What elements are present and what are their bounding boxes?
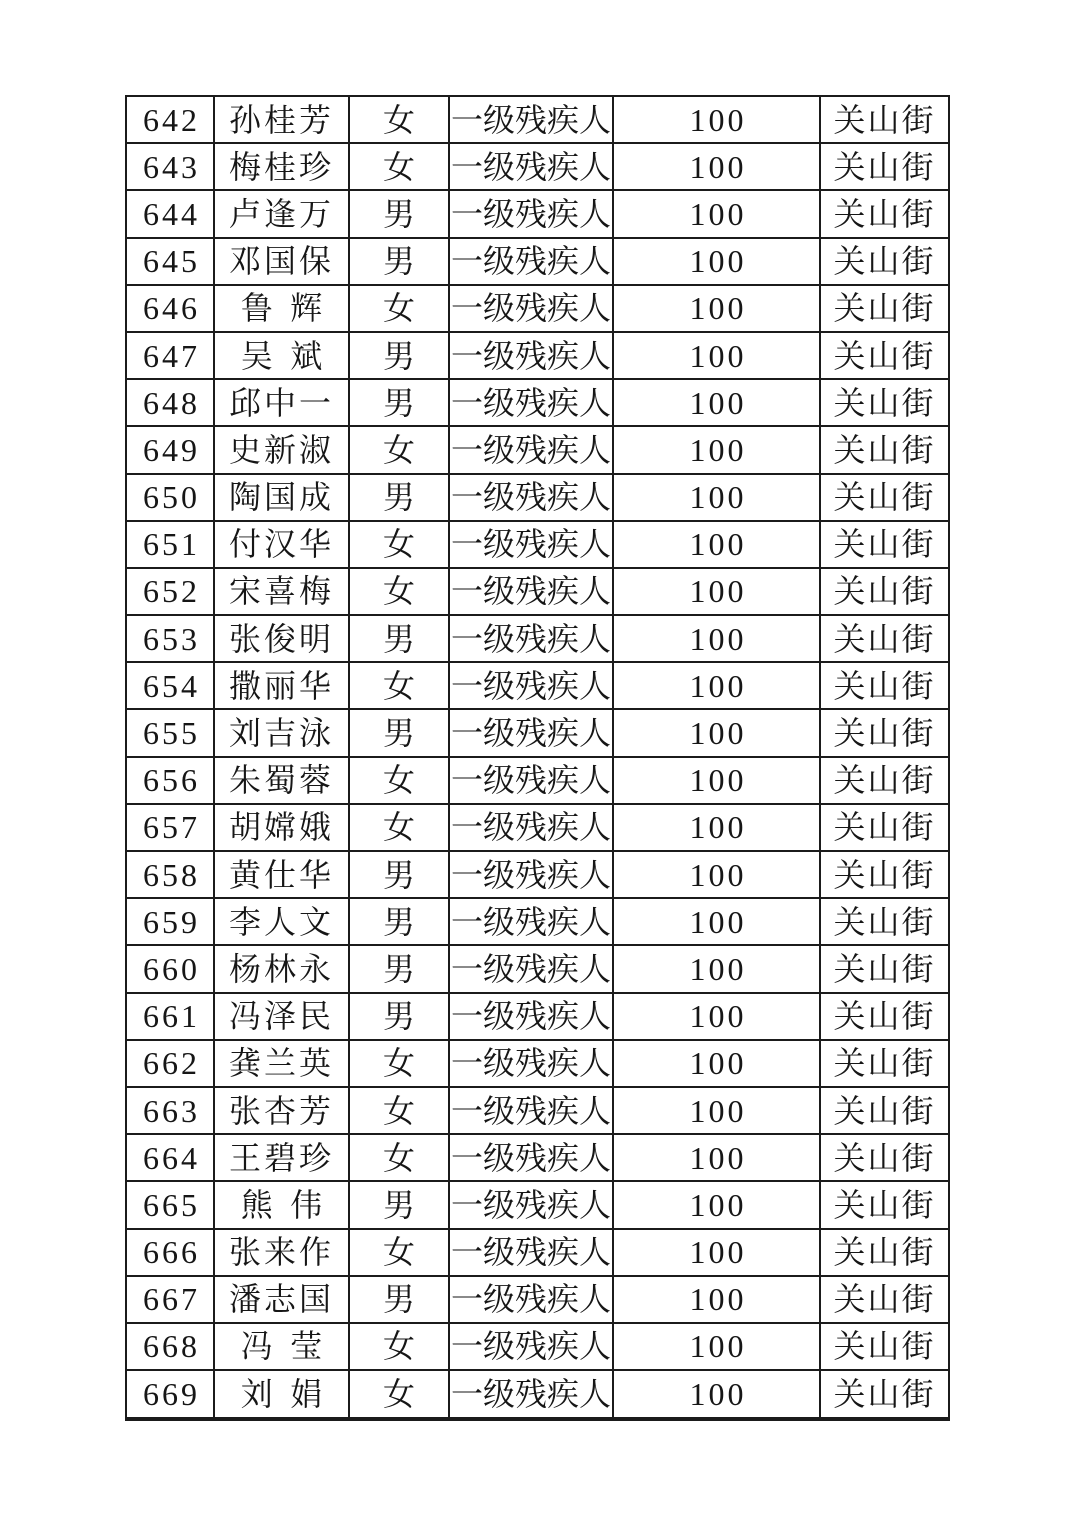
cell-category: 一级残疾人 <box>449 1276 613 1323</box>
cell-name: 陶国成 <box>214 474 349 521</box>
cell-amount: 100 <box>613 1087 820 1134</box>
cell-gender: 女 <box>349 1087 449 1134</box>
cell-amount: 100 <box>613 190 820 237</box>
cell-serial-number: 657 <box>126 804 214 851</box>
cell-serial-number: 660 <box>126 945 214 992</box>
cell-gender: 男 <box>349 1276 449 1323</box>
cell-gender: 女 <box>349 96 449 143</box>
cell-gender: 男 <box>349 238 449 285</box>
cell-street: 关山街 <box>820 521 949 568</box>
cell-category: 一级残疾人 <box>449 332 613 379</box>
cell-serial-number: 669 <box>126 1370 214 1419</box>
cell-gender: 男 <box>349 945 449 992</box>
cell-serial-number: 662 <box>126 1040 214 1087</box>
cell-street: 关山街 <box>820 332 949 379</box>
cell-gender: 女 <box>349 1323 449 1370</box>
cell-category: 一级残疾人 <box>449 379 613 426</box>
table-row <box>126 615 949 662</box>
table-row <box>126 945 949 992</box>
cell-street: 关山街 <box>820 709 949 756</box>
cell-category: 一级残疾人 <box>449 143 613 190</box>
cell-street: 关山街 <box>820 804 949 851</box>
cell-name: 刘吉泳 <box>214 709 349 756</box>
cell-street: 关山街 <box>820 993 949 1040</box>
cell-serial-number: 649 <box>126 426 214 473</box>
table-body <box>126 96 949 1419</box>
cell-serial-number: 659 <box>126 898 214 945</box>
cell-name: 杨林永 <box>214 945 349 992</box>
cell-amount: 100 <box>613 96 820 143</box>
cell-category: 一级残疾人 <box>449 898 613 945</box>
cell-name: 邓国保 <box>214 238 349 285</box>
cell-category: 一级残疾人 <box>449 1087 613 1134</box>
cell-amount: 100 <box>613 332 820 379</box>
cell-name: 卢逢万 <box>214 190 349 237</box>
cell-amount: 100 <box>613 285 820 332</box>
cell-gender: 男 <box>349 851 449 898</box>
cell-gender: 女 <box>349 1040 449 1087</box>
table-row <box>126 851 949 898</box>
cell-serial-number: 665 <box>126 1181 214 1228</box>
cell-gender: 女 <box>349 143 449 190</box>
cell-amount: 100 <box>613 1370 820 1419</box>
cell-gender: 男 <box>349 190 449 237</box>
cell-street: 关山街 <box>820 426 949 473</box>
cell-street: 关山街 <box>820 1229 949 1276</box>
table-row <box>126 1134 949 1181</box>
cell-serial-number: 661 <box>126 993 214 1040</box>
cell-category: 一级残疾人 <box>449 615 613 662</box>
cell-name: 吴斌 <box>214 332 349 379</box>
cell-category: 一级残疾人 <box>449 993 613 1040</box>
cell-street: 关山街 <box>820 1276 949 1323</box>
cell-amount: 100 <box>613 757 820 804</box>
cell-amount: 100 <box>613 1134 820 1181</box>
table-row <box>126 521 949 568</box>
cell-name: 宋喜梅 <box>214 568 349 615</box>
cell-gender: 男 <box>349 898 449 945</box>
table-row <box>126 143 949 190</box>
cell-amount: 100 <box>613 1229 820 1276</box>
cell-name: 张来作 <box>214 1229 349 1276</box>
cell-gender: 男 <box>349 709 449 756</box>
cell-category: 一级残疾人 <box>449 1181 613 1228</box>
cell-category: 一级残疾人 <box>449 804 613 851</box>
cell-street: 关山街 <box>820 190 949 237</box>
cell-gender: 女 <box>349 1229 449 1276</box>
cell-category: 一级残疾人 <box>449 1134 613 1181</box>
cell-gender: 女 <box>349 1370 449 1419</box>
cell-serial-number: 663 <box>126 1087 214 1134</box>
cell-gender: 女 <box>349 1134 449 1181</box>
cell-street: 关山街 <box>820 615 949 662</box>
cell-street: 关山街 <box>820 851 949 898</box>
cell-name: 潘志国 <box>214 1276 349 1323</box>
cell-name: 黄仕华 <box>214 851 349 898</box>
cell-name: 张俊明 <box>214 615 349 662</box>
cell-name: 梅桂珍 <box>214 143 349 190</box>
cell-amount: 100 <box>613 1040 820 1087</box>
table-row <box>126 1087 949 1134</box>
beneficiary-table <box>125 95 950 1421</box>
cell-category: 一级残疾人 <box>449 709 613 756</box>
cell-name: 孙桂芳 <box>214 96 349 143</box>
cell-name: 李人文 <box>214 898 349 945</box>
cell-street: 关山街 <box>820 474 949 521</box>
cell-category: 一级残疾人 <box>449 474 613 521</box>
cell-serial-number: 648 <box>126 379 214 426</box>
cell-street: 关山街 <box>820 1370 949 1419</box>
cell-serial-number: 646 <box>126 285 214 332</box>
cell-street: 关山街 <box>820 1323 949 1370</box>
cell-amount: 100 <box>613 709 820 756</box>
table-row <box>126 238 949 285</box>
cell-gender: 男 <box>349 332 449 379</box>
cell-name: 冯莹 <box>214 1323 349 1370</box>
cell-serial-number: 658 <box>126 851 214 898</box>
cell-category: 一级残疾人 <box>449 521 613 568</box>
cell-gender: 女 <box>349 426 449 473</box>
cell-amount: 100 <box>613 662 820 709</box>
table-row <box>126 568 949 615</box>
cell-amount: 100 <box>613 898 820 945</box>
cell-gender: 女 <box>349 662 449 709</box>
cell-category: 一级残疾人 <box>449 945 613 992</box>
cell-serial-number: 655 <box>126 709 214 756</box>
cell-amount: 100 <box>613 238 820 285</box>
cell-amount: 100 <box>613 568 820 615</box>
cell-name: 付汉华 <box>214 521 349 568</box>
cell-name: 张杏芳 <box>214 1087 349 1134</box>
cell-street: 关山街 <box>820 143 949 190</box>
cell-gender: 男 <box>349 1181 449 1228</box>
cell-serial-number: 642 <box>126 96 214 143</box>
cell-street: 关山街 <box>820 568 949 615</box>
cell-serial-number: 668 <box>126 1323 214 1370</box>
table-row <box>126 1370 949 1419</box>
table-row <box>126 474 949 521</box>
cell-amount: 100 <box>613 993 820 1040</box>
cell-serial-number: 652 <box>126 568 214 615</box>
cell-street: 关山街 <box>820 1181 949 1228</box>
cell-gender: 女 <box>349 521 449 568</box>
cell-street: 关山街 <box>820 757 949 804</box>
table-row <box>126 1040 949 1087</box>
cell-amount: 100 <box>613 1323 820 1370</box>
cell-name: 邱中一 <box>214 379 349 426</box>
cell-amount: 100 <box>613 474 820 521</box>
table-row <box>126 709 949 756</box>
table-row <box>126 332 949 379</box>
cell-gender: 男 <box>349 615 449 662</box>
table-row <box>126 426 949 473</box>
cell-gender: 女 <box>349 285 449 332</box>
table-row <box>126 379 949 426</box>
cell-amount: 100 <box>613 1181 820 1228</box>
cell-serial-number: 644 <box>126 190 214 237</box>
cell-name: 胡嫦娥 <box>214 804 349 851</box>
cell-gender: 女 <box>349 757 449 804</box>
cell-category: 一级残疾人 <box>449 1229 613 1276</box>
cell-name: 王碧珍 <box>214 1134 349 1181</box>
cell-category: 一级残疾人 <box>449 662 613 709</box>
cell-amount: 100 <box>613 615 820 662</box>
cell-street: 关山街 <box>820 945 949 992</box>
table-row <box>126 1276 949 1323</box>
cell-category: 一级残疾人 <box>449 285 613 332</box>
cell-serial-number: 650 <box>126 474 214 521</box>
cell-street: 关山街 <box>820 96 949 143</box>
cell-serial-number: 667 <box>126 1276 214 1323</box>
cell-street: 关山街 <box>820 1040 949 1087</box>
cell-gender: 男 <box>349 379 449 426</box>
cell-amount: 100 <box>613 379 820 426</box>
cell-name: 冯泽民 <box>214 993 349 1040</box>
cell-serial-number: 666 <box>126 1229 214 1276</box>
cell-street: 关山街 <box>820 238 949 285</box>
cell-amount: 100 <box>613 851 820 898</box>
cell-name: 朱蜀蓉 <box>214 757 349 804</box>
cell-name: 鲁辉 <box>214 285 349 332</box>
cell-street: 关山街 <box>820 379 949 426</box>
cell-amount: 100 <box>613 1276 820 1323</box>
cell-street: 关山街 <box>820 285 949 332</box>
cell-category: 一级残疾人 <box>449 1323 613 1370</box>
cell-amount: 100 <box>613 804 820 851</box>
cell-name: 龚兰英 <box>214 1040 349 1087</box>
cell-serial-number: 653 <box>126 615 214 662</box>
cell-name: 撒丽华 <box>214 662 349 709</box>
table-row <box>126 757 949 804</box>
cell-category: 一级残疾人 <box>449 1040 613 1087</box>
cell-street: 关山街 <box>820 898 949 945</box>
cell-gender: 女 <box>349 568 449 615</box>
cell-amount: 100 <box>613 426 820 473</box>
cell-street: 关山街 <box>820 1134 949 1181</box>
cell-serial-number: 664 <box>126 1134 214 1181</box>
cell-name: 熊伟 <box>214 1181 349 1228</box>
cell-street: 关山街 <box>820 1087 949 1134</box>
cell-amount: 100 <box>613 945 820 992</box>
table-row <box>126 96 949 143</box>
cell-category: 一级残疾人 <box>449 238 613 285</box>
table-row <box>126 898 949 945</box>
table-row <box>126 993 949 1040</box>
cell-amount: 100 <box>613 143 820 190</box>
table-row <box>126 1323 949 1370</box>
cell-category: 一级残疾人 <box>449 568 613 615</box>
cell-serial-number: 654 <box>126 662 214 709</box>
cell-gender: 女 <box>349 804 449 851</box>
cell-serial-number: 645 <box>126 238 214 285</box>
cell-category: 一级残疾人 <box>449 757 613 804</box>
table-row <box>126 804 949 851</box>
table-row <box>126 190 949 237</box>
cell-category: 一级残疾人 <box>449 96 613 143</box>
table-row <box>126 1229 949 1276</box>
cell-category: 一级残疾人 <box>449 426 613 473</box>
cell-serial-number: 647 <box>126 332 214 379</box>
cell-category: 一级残疾人 <box>449 1370 613 1419</box>
table-row <box>126 1181 949 1228</box>
cell-serial-number: 651 <box>126 521 214 568</box>
cell-gender: 男 <box>349 993 449 1040</box>
cell-amount: 100 <box>613 521 820 568</box>
cell-serial-number: 643 <box>126 143 214 190</box>
cell-category: 一级残疾人 <box>449 851 613 898</box>
cell-gender: 男 <box>349 474 449 521</box>
cell-street: 关山街 <box>820 662 949 709</box>
cell-serial-number: 656 <box>126 757 214 804</box>
table-row <box>126 285 949 332</box>
cell-category: 一级残疾人 <box>449 190 613 237</box>
cell-name: 史新淑 <box>214 426 349 473</box>
cell-name: 刘娟 <box>214 1370 349 1419</box>
table-row <box>126 662 949 709</box>
